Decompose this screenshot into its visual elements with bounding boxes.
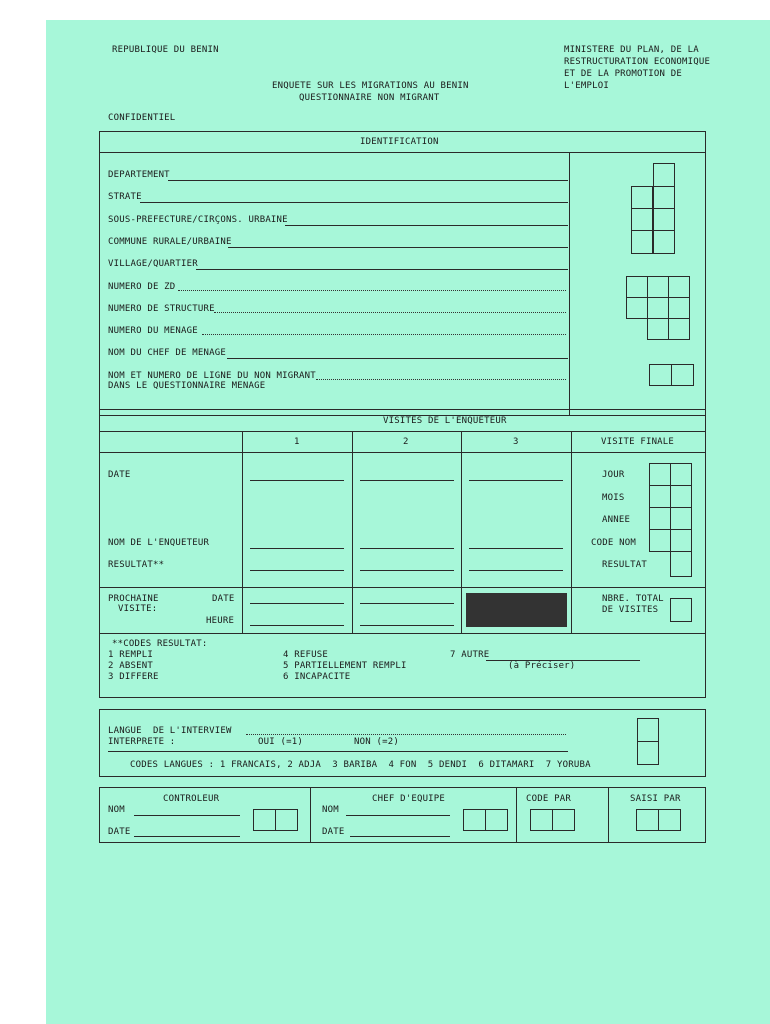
code-box[interactable]: [668, 318, 690, 340]
ministry-line-3: ET DE LA PROMOTION DE: [564, 69, 682, 79]
form-page: [46, 20, 770, 1024]
visit-col-2: 2: [403, 437, 409, 447]
survey-title: ENQUETE SUR LES MIGRATIONS AU BENIN: [272, 81, 469, 91]
code-box[interactable]: [626, 297, 648, 319]
controleur-nom-input[interactable]: [134, 815, 240, 816]
visit2-date[interactable]: [360, 480, 454, 481]
code-5: 5 PARTIELLEMENT REMPLI: [283, 661, 407, 671]
nbre-total-box[interactable]: [670, 598, 692, 622]
chef-date-label: DATE: [322, 827, 345, 837]
field-numero-zd: NUMERO DE ZD: [108, 282, 176, 292]
identification-title: IDENTIFICATION: [360, 137, 439, 147]
village-input[interactable]: [196, 269, 568, 270]
final-box[interactable]: [670, 507, 692, 530]
resultat-label: RESULTAT**: [108, 560, 165, 570]
final-box[interactable]: [649, 485, 671, 508]
final-resultat: RESULTAT: [602, 560, 647, 570]
saisi-par-box[interactable]: [636, 809, 659, 831]
code-box[interactable]: [653, 208, 675, 231]
interprete-oui: OUI (=1): [258, 737, 303, 747]
chef-nom-input[interactable]: [346, 815, 450, 816]
prochaine-label: PROCHAINE: [108, 594, 159, 604]
code-box[interactable]: [668, 276, 690, 298]
field-commune: COMMUNE RURALE/URBAINE: [108, 237, 232, 247]
code-3: 3 DIFFERE: [108, 672, 159, 682]
ministry-line-4: L'EMPLOI: [564, 81, 609, 91]
preciser-label: (à Préciser): [508, 661, 576, 671]
sous-prefecture-input[interactable]: [285, 225, 568, 226]
visit3-date[interactable]: [469, 480, 563, 481]
nbre-visites-label: DE VISITES: [602, 605, 659, 615]
code-box[interactable]: [647, 297, 669, 319]
field-departement: DEPARTEMENT: [108, 170, 170, 180]
visit-col-3: 3: [513, 437, 519, 447]
final-box[interactable]: [670, 529, 692, 552]
departement-input[interactable]: [168, 180, 568, 181]
ministry-line-2: RESTRUCTURATION ECONOMIQUE: [564, 57, 711, 67]
visit2-next-heure[interactable]: [360, 625, 454, 626]
visit-col-final: VISITE FINALE: [601, 437, 675, 447]
field-chef-menage: NOM DU CHEF DE MENAGE: [108, 348, 226, 358]
controleur-box[interactable]: [253, 809, 276, 831]
visit-col-1: 1: [294, 437, 300, 447]
codes-resultat-title: **CODES RESULTAT:: [112, 639, 208, 649]
code-box[interactable]: [668, 297, 690, 319]
chef-menage-input[interactable]: [227, 358, 568, 359]
chef-title: CHEF D'EQUIPE: [372, 794, 446, 804]
langue-input[interactable]: [246, 734, 566, 735]
code-box[interactable]: [647, 276, 669, 298]
ministry-line-1: MINISTERE DU PLAN, DE LA: [564, 45, 699, 55]
code-par-box[interactable]: [530, 809, 553, 831]
langue-label: LANGUE DE L'INTERVIEW: [108, 726, 232, 736]
final-box[interactable]: [649, 529, 671, 552]
code-par-box[interactable]: [552, 809, 575, 831]
numero-structure-input[interactable]: [214, 312, 566, 313]
field-sous-prefecture: SOUS-PREFECTURE/CIRÇONS. URBAINE: [108, 215, 288, 225]
interprete-box[interactable]: [637, 741, 659, 765]
code-par-title: CODE PAR: [526, 794, 571, 804]
visit-date-label: DATE: [108, 470, 131, 480]
visit1-next-heure[interactable]: [250, 625, 344, 626]
field-strate: STRATE: [108, 192, 142, 202]
visites-title: VISITES DE L'ENQUETEUR: [383, 416, 507, 426]
republic-label: REPUBLIQUE DU BENIN: [112, 45, 219, 55]
field-non-migrant-line2: DANS LE QUESTIONNAIRE MENAGE: [108, 381, 266, 391]
code-2: 2 ABSENT: [108, 661, 153, 671]
langue-box[interactable]: [637, 718, 659, 742]
code-box[interactable]: [649, 364, 672, 386]
final-box[interactable]: [670, 551, 692, 577]
commune-input[interactable]: [228, 247, 568, 248]
nbre-total-label: NBRE. TOTAL: [602, 594, 664, 604]
code-box[interactable]: [653, 230, 675, 254]
visit2-resultat[interactable]: [360, 570, 454, 571]
visit1-date[interactable]: [250, 480, 344, 481]
visite-label: VISITE:: [118, 604, 158, 614]
final-box[interactable]: [649, 507, 671, 530]
chef-date-input[interactable]: [350, 836, 450, 837]
enqueteur-label: NOM DE L'ENQUETEUR: [108, 538, 210, 548]
field-non-migrant: NOM ET NUMERO DE LIGNE DU NON MIGRANT: [108, 371, 316, 381]
saisi-par-box[interactable]: [658, 809, 681, 831]
codes-langues: CODES LANGUES : 1 FRANCAIS, 2 ADJA 3 BARIBA 4 FON 5 DENDI 6 DITAMARI 7 YORUBA: [130, 760, 591, 770]
code-1: 1 REMPLI: [108, 650, 153, 660]
visit1-enqueteur[interactable]: [250, 548, 344, 549]
field-numero-structure: NUMERO DE STRUCTURE: [108, 304, 215, 314]
controleur-date-label: DATE: [108, 827, 131, 837]
code-box[interactable]: [653, 163, 675, 187]
visit2-enqueteur[interactable]: [360, 548, 454, 549]
visit3-enqueteur[interactable]: [469, 548, 563, 549]
saisi-par-title: SAISI PAR: [630, 794, 681, 804]
final-jour: JOUR: [602, 470, 625, 480]
controleur-nom-label: NOM: [108, 805, 125, 815]
final-annee: ANNEE: [602, 515, 631, 525]
field-village: VILLAGE/QUARTIER: [108, 259, 198, 269]
numero-menage-input[interactable]: [202, 334, 566, 335]
code-4: 4 REFUSE: [283, 650, 328, 660]
field-numero-menage: NUMERO DU MENAGE: [108, 326, 198, 336]
shaded-cell: [466, 593, 567, 627]
final-mois: MOIS: [602, 493, 625, 503]
code-7: 7 AUTRE: [450, 650, 490, 660]
final-code-nom: CODE NOM: [591, 538, 636, 548]
chef-nom-label: NOM: [322, 805, 339, 815]
code-box[interactable]: [631, 186, 653, 209]
controleur-box[interactable]: [275, 809, 298, 831]
non-migrant-input[interactable]: [316, 379, 566, 380]
final-box[interactable]: [670, 463, 692, 486]
final-box[interactable]: [670, 485, 692, 508]
visit3-resultat[interactable]: [469, 570, 563, 571]
final-box[interactable]: [649, 463, 671, 486]
prochaine-heure-label: HEURE: [206, 616, 235, 626]
visit1-next-date[interactable]: [250, 603, 344, 604]
code-box[interactable]: [626, 276, 648, 298]
prochaine-date-label: DATE: [212, 594, 235, 604]
confidential-label: CONFIDENTIEL: [108, 113, 176, 123]
visit2-next-date[interactable]: [360, 603, 454, 604]
controleur-date-input[interactable]: [134, 836, 240, 837]
code-box[interactable]: [653, 186, 675, 209]
code-box[interactable]: [631, 208, 653, 231]
interprete-label: INTERPRETE :: [108, 737, 176, 747]
code-box[interactable]: [647, 318, 669, 340]
numero-zd-input[interactable]: [178, 290, 566, 291]
code-box[interactable]: [631, 230, 653, 254]
visit1-resultat[interactable]: [250, 570, 344, 571]
interprete-non: NON (=2): [354, 737, 399, 747]
chef-box[interactable]: [463, 809, 486, 831]
strate-input[interactable]: [140, 202, 568, 203]
code-box[interactable]: [671, 364, 694, 386]
controleur-title: CONTROLEUR: [163, 794, 220, 804]
code-6: 6 INCAPACITE: [283, 672, 351, 682]
survey-subtitle: QUESTIONNAIRE NON MIGRANT: [299, 93, 440, 103]
chef-box[interactable]: [485, 809, 508, 831]
